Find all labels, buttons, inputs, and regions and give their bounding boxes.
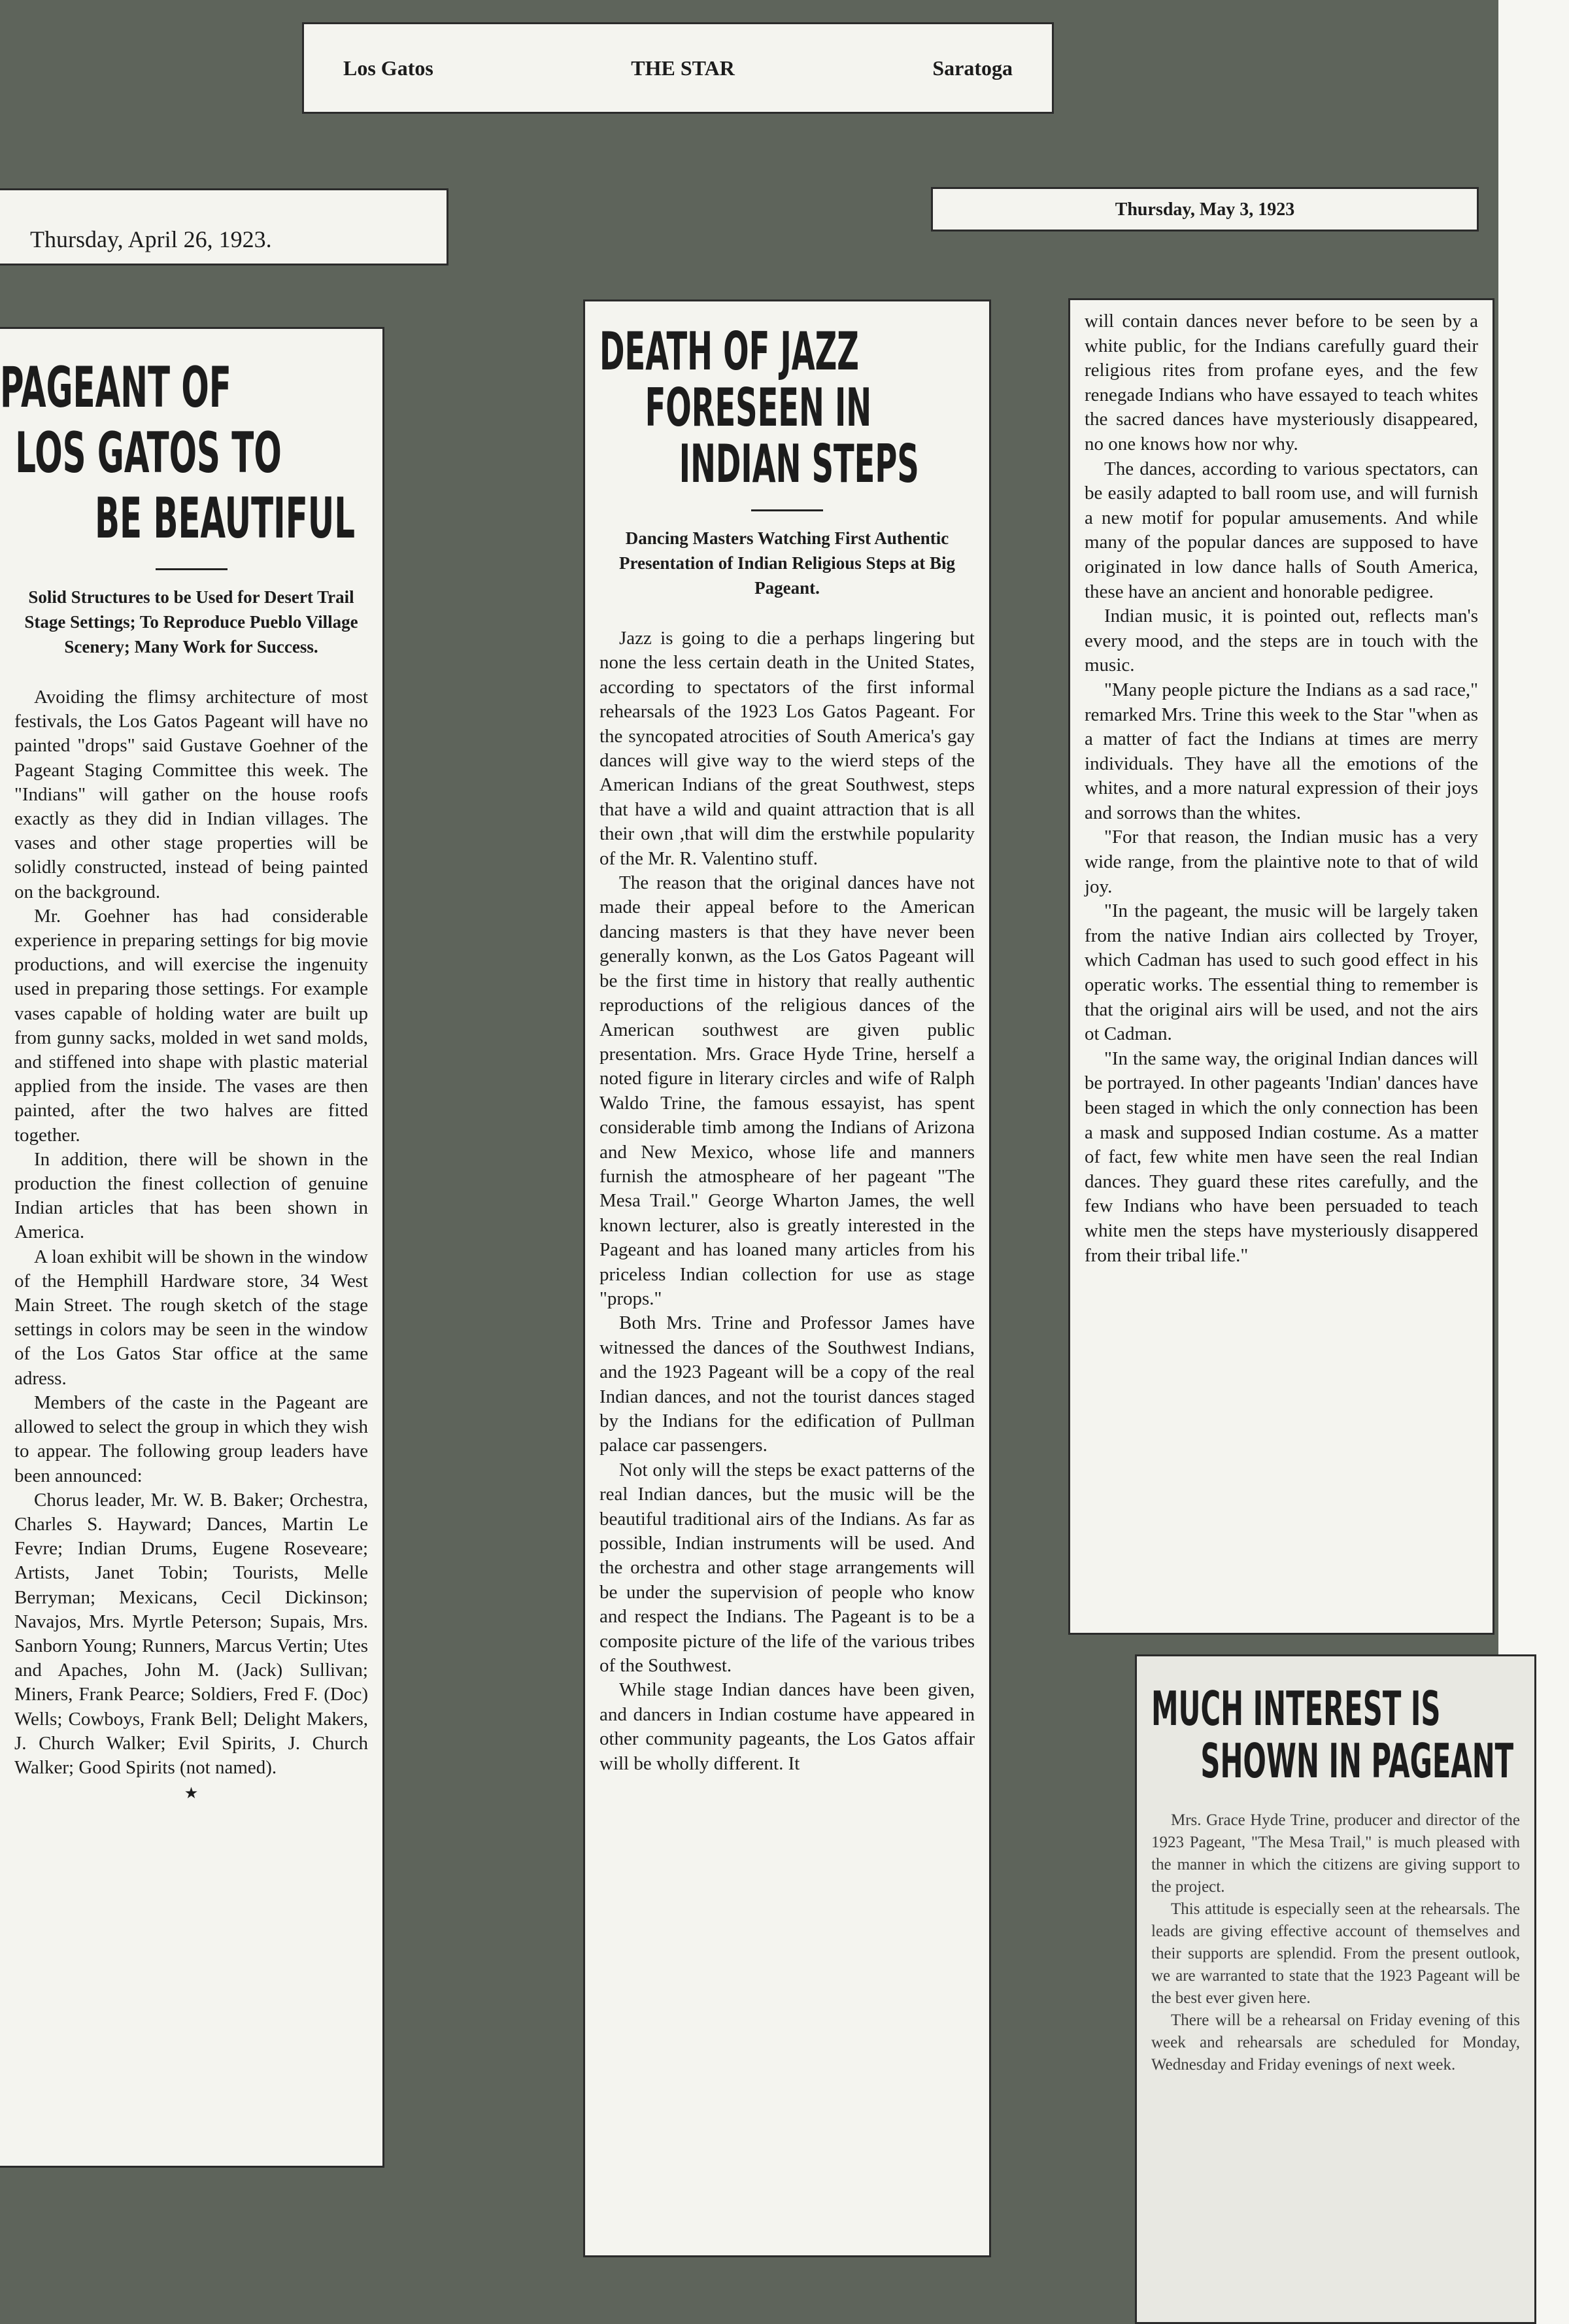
paragraph: In addition, there will be shown in the production the finest collection of genuine Indian articles that has been shown in America. bbox=[14, 1148, 368, 1243]
date-april-26: Thursday, April 26, 1923. bbox=[30, 226, 272, 252]
paragraph: "In the same way, the original Indian dances will be portrayed. In other pageants 'Indian' dances have been staged in which the only connection has been a mask and supposed Indian costume. As a matter of fact, few white men have seen the real Indian dances. They guard these rites carefully, and the few Indians who have been persuaded to teach white men the steps have mysteriously disappered from their tribal life." bbox=[1085, 1048, 1478, 1266]
paragraph: Both Mrs. Trine and Professor James have witnessed the dances of the Southwest Indians, and the 1923 Pageant will be a copy of the real Indian dances, and not the tourist dances staged by the Indians for the edification of Pullman palace car passengers. bbox=[599, 1312, 975, 1456]
article-death-of-jazz bbox=[583, 299, 991, 2257]
paragraph: This attitude is especially seen at the rehearsals. The leads are giving effective account of themselves and their supports are splendid. From the present outlook, we are warranted to state that the 1923 Pageant will be the best ever given here. bbox=[1151, 1900, 1520, 2007]
article-much-interest bbox=[1135, 1654, 1536, 2324]
headline-divider bbox=[751, 509, 823, 511]
headline-line: DEATH OF JAZZ bbox=[599, 321, 859, 382]
article-body bbox=[1085, 309, 1478, 1268]
paragraph: Jazz is going to die a perhaps lingering but none the less certain death in the United States, according to spectators of the first informal rehearsals of the 1923 Los Gatos Pageant. For the syncopated atrocities of South America's gay dances will give way to the wierd steps of the American Indians of the great Southwest, steps that have a wild and quaint attraction that is all their own ,that will dim the erstwhile popularity of the Mr. R. Valentino stuff. bbox=[599, 628, 975, 869]
date-may-3: Thursday, May 3, 1923 bbox=[1115, 199, 1295, 220]
article-pageant-beautiful bbox=[0, 327, 384, 2168]
paragraph: There will be a rehearsal on Friday evening of this week and rehearsals are scheduled for Monday, Wednesday and Friday evenings of next week. bbox=[1151, 2011, 1520, 2074]
masthead-left: Los Gatos bbox=[343, 56, 433, 80]
paragraph: While stage Indian dances have been given, and dancers in Indian costume have appeared in other community pageants, the Los Gatos affair will be wholly different. It bbox=[599, 1679, 975, 1774]
masthead-title: THE STAR bbox=[631, 56, 735, 80]
date-clipping-april bbox=[0, 188, 448, 265]
paragraph: The reason that the original dances have not made their appeal before to the American dancing masters is that they have never been generally konwn, as the Los Gatos Pageant will be the first time in history that really authentic reproductions of the religious dances of the American southwest are given public presentation. Mrs. Grace Hyde Trine, herself a noted figure in literary circles and wife of Ralph Waldo Trine, the famous essayist, has spent considerable timb among the Indians of Arizona and New Mexico, whose life and manners furnish the atmospheare of her pageant "The Mesa Trail." George Wharton James, the well known lecturer, also is greatly interested in the Pageant and has loaned many articles from his priceless Indian collection for use as stage "props." bbox=[599, 872, 975, 1309]
headline-line: INDIAN STEPS bbox=[679, 434, 919, 494]
date-clipping-may bbox=[931, 187, 1479, 231]
headline-line: FORESEEN IN bbox=[645, 377, 872, 438]
end-of-article-mark: ★ bbox=[184, 1784, 199, 1803]
paragraph: Indian music, it is pointed out, reflects man's every mood, and the steps are in touch with the music. bbox=[1085, 606, 1478, 676]
masthead-clipping bbox=[302, 22, 1054, 114]
headline-line: LOS GATOS TO bbox=[15, 420, 282, 486]
paragraph: Avoiding the flimsy architecture of most festivals, the Los Gatos Pageant will have no painted "drops" said Gustave Goehner of the Pageant Staging Committee this week. The "Indians" will gather on the house roofs exactly as they did in Indian villages. The vases and other stage properties will be solidly constructed, instead of being painted on the background. bbox=[14, 687, 368, 902]
paragraph: "For that reason, the Indian music has a very wide range, from the plaintive note to that of wild joy. bbox=[1085, 827, 1478, 897]
headline-pageant-beautiful bbox=[0, 355, 356, 551]
headline-line: BE BEAUTIFUL bbox=[95, 486, 356, 551]
headline-line: MUCH INTEREST IS bbox=[1151, 1681, 1441, 1736]
headline-much-interest bbox=[1151, 1681, 1514, 1788]
paragraph: "In the pageant, the music will be largely taken from the native Indian airs collected by Troyer, which Cadman has used to such good effect in his operatic works. The essential thing to remember is that the original airs will be used, and not the airs ot Cadman. bbox=[1085, 900, 1478, 1045]
headline-line: PAGEANT OF bbox=[0, 355, 231, 420]
masthead-right: Saratoga bbox=[932, 56, 1013, 80]
paragraph: "Many people picture the Indians as a sad race," remarked Mrs. Trine this week to the Star "when as a matter of fact the Indians at times are merry individuals. They have all the emotions of the whites, and a more natural expression of their joys and sorrows than the whites. bbox=[1085, 679, 1478, 823]
paragraph: will contain dances never before to be seen by a white public, for the Indians carefully guard their religious rites from profane eyes, and the few renegade Indians who have essayed to teach whites the sacred dances have mysteriously disappeared, no one knows how nor why. bbox=[1085, 311, 1478, 454]
headline-divider bbox=[156, 568, 228, 570]
article-death-of-jazz-continued bbox=[1068, 298, 1494, 1635]
headline-death-of-jazz bbox=[599, 321, 919, 494]
article-body bbox=[14, 685, 368, 1780]
article-body bbox=[1151, 1809, 1520, 2076]
paragraph: Members of the caste in the Pageant are allowed to select the group in which they wish to appear. The following group leaders have been announced: bbox=[14, 1392, 368, 1486]
article-deck: Dancing Masters Watching First Authentic Presentation of Indian Religious Steps at Big Pageant. bbox=[618, 528, 956, 598]
paragraph: The dances, according to various spectators, can be easily adapted to ball room use, and will furnish a new motif for popular amusements. And while many of the popular dances are supposed to have originated in low dance halls of South America, these have an ancient and honorable pedigree. bbox=[1085, 458, 1478, 602]
article-deck: Solid Structures to be Used for Desert Trail Stage Settings; To Reproduce Pueblo Village Scenery; Many Work for Success. bbox=[24, 587, 358, 657]
paragraph: Not only will the steps be exact patterns of the real Indian dances, but the music will be the beautiful traditional airs of the Indians. As far as possible, Indian instruments will be used. And the orchestra and other stage arrangements will be under the supervision of people who know and respect the Indians. The Pageant is to be a composite picture of the life of the various tribes of the Southwest. bbox=[599, 1459, 975, 1677]
headline-line: SHOWN IN PAGEANT bbox=[1200, 1734, 1514, 1788]
paragraph: Chorus leader, Mr. W. B. Baker; Orchestra, Charles S. Hayward; Dances, Martin Le Fevre; Indian Drums, Eugene Roseveare; Artists, Janet Tobin; Tourists, Melle Berryman; Mexicans, Cecil Dickinson; Navajos, Mrs. Myrtle Peterson; Supais, Mrs. Sanborn Young; Runners, Marcus Vertin; Utes and Apaches, John M. (Jack) Sullivan; Miners, Frank Pearce; Soldiers, Fred F. (Doc) Wells; Cowboys, Frank Bell; Delight Makers, J. Church Walker; Evil Spirits, J. Church Walker; Good Spirits (not named). bbox=[14, 1489, 368, 1778]
paragraph: Mrs. Grace Hyde Trine, producer and director of the 1923 Pageant, "The Mesa Trail," is much pleased with the manner in which the citizens are giving support to the project. bbox=[1151, 1811, 1520, 1896]
paragraph: Mr. Goehner has had considerable experience in preparing settings for big movie productions, and will exercise the ingenuity used in preparing those settings. For example vases capable of holding water are built up from gunny sacks, molded in wet sand molds, and stiffened into shape with plastic material applied from the inside. The vases are then painted, after the two halves are fitted together. bbox=[14, 905, 368, 1146]
article-body bbox=[599, 626, 975, 1776]
paragraph: A loan exhibit will be shown in the window of the Hemphill Hardware store, 34 West Main Street. The rough sketch of the stage settings in colors may be seen in the window of the Los Gatos Star office at the same adress. bbox=[14, 1246, 368, 1389]
